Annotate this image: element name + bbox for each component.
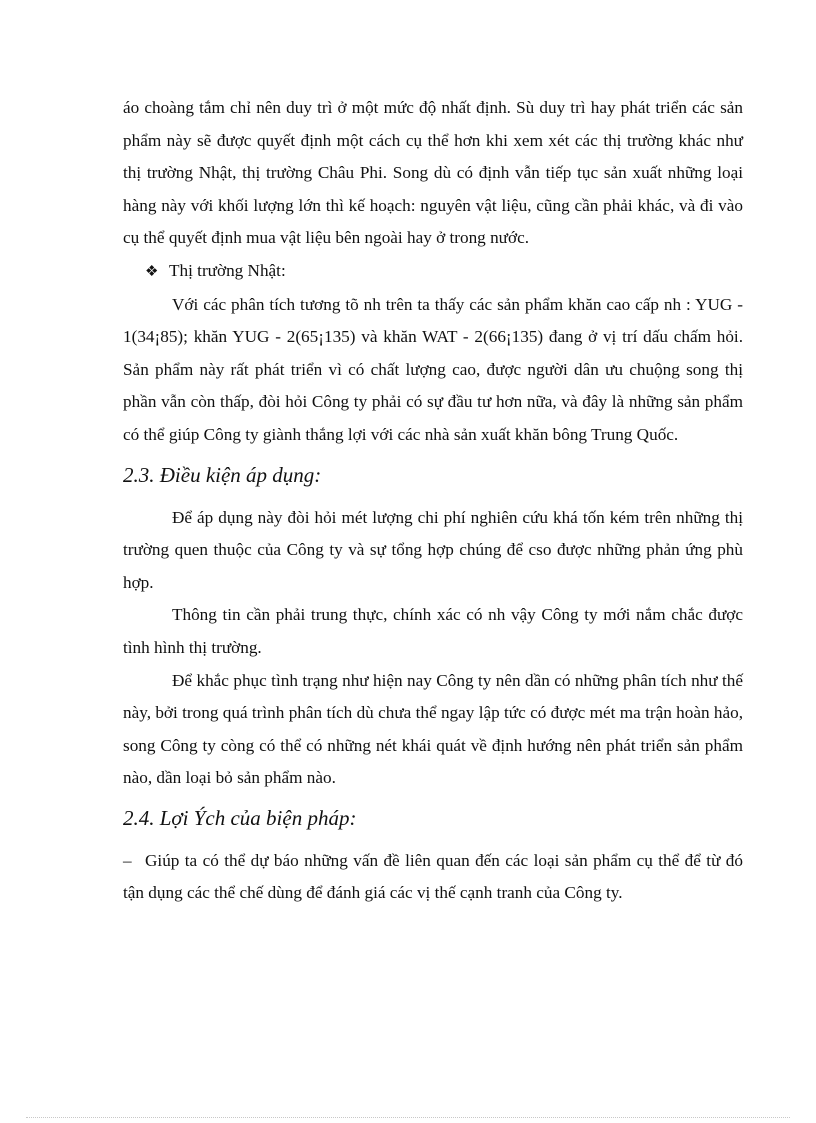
paragraph-2-4-text: Giúp ta có thể dự báo những vấn đề liên quan đến các loại sản phẩm cụ thể để từ đó tận dụng các thể chế dùng để đánh giá các vị thế cạnh tranh của Công ty. [123, 850, 743, 903]
paragraph-japan-analysis: Với các phân tích tương tõ nh trên ta thấy các sản phẩm khăn cao cấp nh : YUG - 1(34¡85); khăn YUG - 2(65¡135) và khăn WAT - 2(66¡135) đang ở vị trí dấu chấm hỏi. Sản phẩm này rất phát triển vì có chất lượng cao, được người dân ưu chuộng song thị phần vẫn còn thấp, đòi hỏi Công ty phải có sự đầu tư hơn nữa, và đây là những sản phẩm có thể giúp Công ty giành thắng lợi với các nhà sản xuất khăn bông Trung Quốc. [123, 294, 743, 444]
paragraph-2-3-remedy: Để khắc phục tình trạng như hiện nay Công ty nên dần có những phân tích như thế này, bởi trong quá trình phân tích dù chưa thể ngay lập tức có được mét ma trận hoàn hảo, song Công ty còng có thể có những nét khái quát về định hướng nên phát triển sản phẩm nào, dần loại bỏ sản phẩm nào. [123, 670, 743, 788]
paragraph-2-3-cost: Để áp dụng này đòi hỏi mét lượng chi phí nghiên cứu khá tốn kém trên những thị trường quen thuộc của Công ty và sự tổng hợp chúng để cso được những phản ứng phù hợp. [123, 507, 743, 592]
paragraph-intro: áo choàng tắm chỉ nên duy trì ở một mức độ nhất định. Sù duy trì hay phát triển các sản phẩm này sẽ được quyết định một cách cụ thể hơn khi xem xét các thị trường khác như thị trường Nhật, thị trường Châu Phi. Song dù có định vẫn tiếp tục sản xuất những loại hàng này với khối lượng lớn thì kế hoạch: nguyên vật liệu, cũng cần phải khác, và đi vào cụ thể quyết định mua vật liệu bên ngoài hay ở trong nước. [123, 98, 743, 248]
dash-bullet: – [123, 850, 132, 870]
page-bottom-divider [26, 1117, 790, 1118]
paragraph-2-4-benefit [123, 845, 743, 910]
bullet-heading-japan-market [123, 255, 743, 289]
diamond-bullet-icon: ❖ [145, 263, 159, 280]
document-page [123, 92, 743, 910]
section-heading-2-4: 2.4. Lợi Ých của biện pháp: [123, 805, 357, 830]
section-heading-2-3: 2.3. Điều kiện áp dụng: [123, 462, 322, 487]
paragraph-2-3-information: Thông tin cần phải trung thực, chính xác có nh vậy Công ty mới nắm chắc được tình hình thị trường. [123, 605, 743, 657]
bullet-heading-text: Thị trường Nhật: [169, 260, 286, 280]
